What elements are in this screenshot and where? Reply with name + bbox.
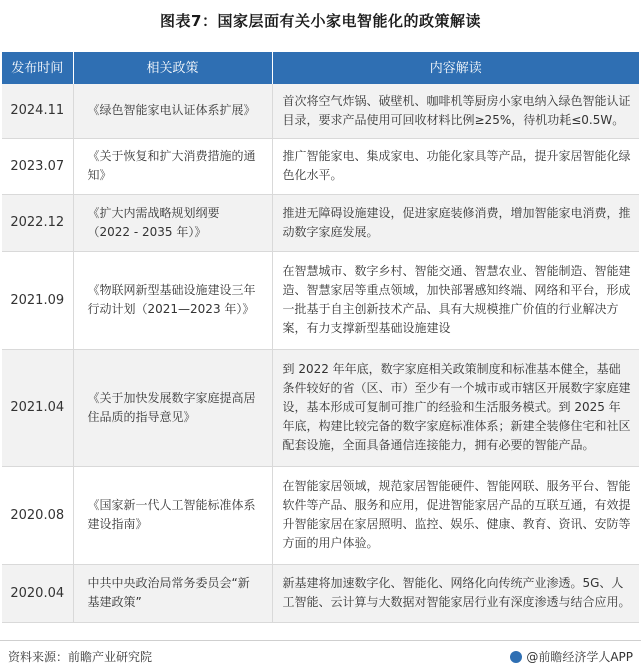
policy-table xyxy=(2,52,639,623)
row-date: 2020.08 xyxy=(2,466,73,564)
row-date: 2020.04 xyxy=(2,564,73,622)
chart-title: 图表7：国家层面有关小家电智能化的政策解读 xyxy=(160,11,481,30)
row-date: 2023.07 xyxy=(2,138,73,194)
row-policy: 《物联网新型基础设施建设三年行动计划（2021—2023 年）》 xyxy=(73,251,272,349)
row-policy: 《国家新一代人工智能标准体系建设指南》 xyxy=(73,466,272,564)
footer xyxy=(0,640,641,670)
table-row xyxy=(2,84,639,138)
row-date: 2021.09 xyxy=(2,251,73,349)
source-note: 资料来源：前瞻产业研究院 xyxy=(8,650,153,664)
row-policy: 《绿色智能家电认证体系扩展》 xyxy=(73,84,272,138)
row-policy: 中共中央政治局常务委员会“新基建政策” xyxy=(73,564,272,622)
table-row xyxy=(2,251,639,349)
row-content: 在智能家居领域，规范家居智能硬件、智能网联、服务平台、智能软件等产品、服务和应用，促进智能家居产品的互联互通，有效提升智能家居在家居照明、监控、娱乐、健康、教育、资讯、安防等方面的用户体验。 xyxy=(272,466,639,564)
table-row xyxy=(2,466,639,564)
row-content: 首次将空气炸锅、破壁机、咖啡机等厨房小家电纳入绿色智能认证目录，要求产品使用可回收材料比例≥25%，待机功耗≤0.5W。 xyxy=(272,84,639,138)
row-policy: 《关于恢复和扩大消费措施的通知》 xyxy=(73,138,272,194)
table-header-row xyxy=(2,52,639,84)
row-content: 在智慧城市、数字乡村、智能交通、智慧农业、智能制造、智能建造、智慧家居等重点领域，加快部署感知终端、网络和平台，形成一批基于自主创新技术产品、具有大规模推广价值的行业解决方案，有力支撑新型基础设施建设 xyxy=(272,251,639,349)
row-content: 到 2022 年年底，数字家庭相关政策制度和标准基本健全，基础条件较好的省（区、市）至少有一个城市或市辖区开展数字家庭建设，基本形成可复制可推广的经验和生活服务模式。到 2025 年年底，构建比较完备的数字家庭标准体系；新建全装修住宅和社区配套设施，全面具备通信连接能力，拥有必要的智能产品。 xyxy=(272,349,639,466)
table-row xyxy=(2,349,639,466)
row-content: 推广智能家电、集成家电、功能化家具等产品，提升家居智能化绿色化水平。 xyxy=(272,138,639,194)
row-policy: 《扩大内需战略规划纲要（2022 - 2035 年）》 xyxy=(73,194,272,251)
brand-logo-icon xyxy=(510,651,522,663)
row-policy: 《关于加快发展数字家庭提高居住品质的指导意见》 xyxy=(73,349,272,466)
row-date: 2024.11 xyxy=(2,84,73,138)
row-content: 推进无障碍设施建设，促进家庭装修消费，增加智能家电消费，推动数字家庭发展。 xyxy=(272,194,639,251)
row-date: 2021.04 xyxy=(2,349,73,466)
row-content: 新基建将加速数字化、智能化、网络化向传统产业渗透。5G、人工智能、云计算与大数据对智能家居行业有深度渗透与结合应用。 xyxy=(272,564,639,622)
table-row xyxy=(2,138,639,194)
table-row xyxy=(2,564,639,622)
table-row xyxy=(2,194,639,251)
row-date: 2022.12 xyxy=(2,194,73,251)
header-policy: 相关政策 xyxy=(73,52,272,84)
header-content: 内容解读 xyxy=(272,52,639,84)
brand-label: @前瞻经济学人APP xyxy=(526,650,633,664)
header-date: 发布时间 xyxy=(2,52,73,84)
brand-mark xyxy=(510,648,633,665)
